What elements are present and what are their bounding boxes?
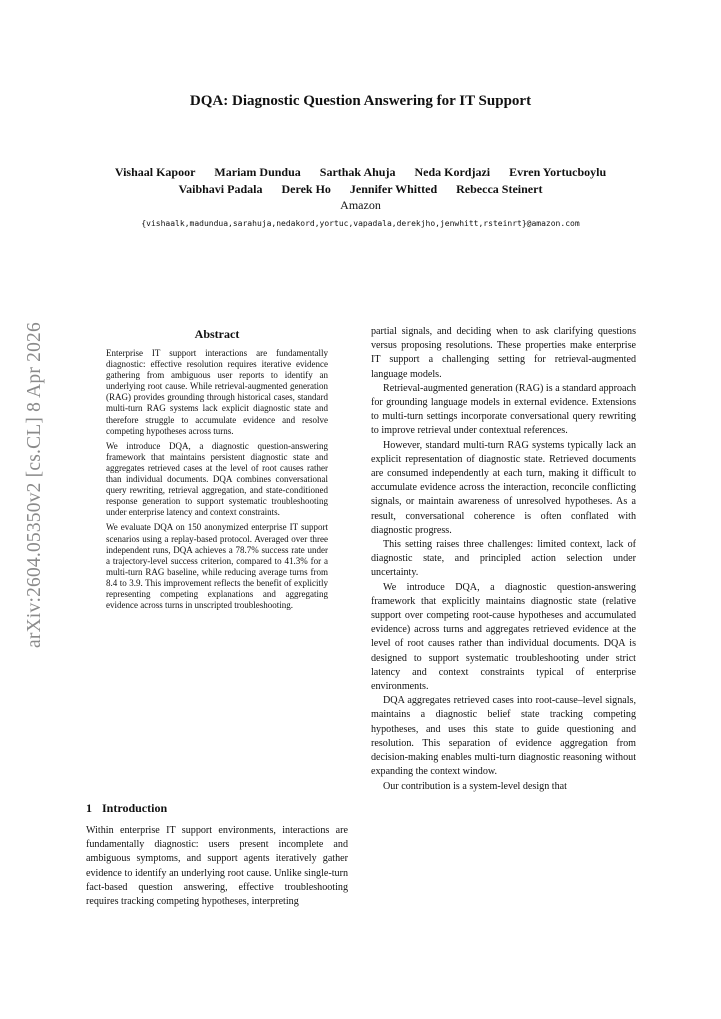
author-name: Vishaal Kapoor: [114, 165, 196, 179]
body-paragraph: This setting raises three challenges: limited context, lack of diagnostic state, and principled action selection under uncertainty.: [371, 539, 636, 579]
body-paragraph: We introduce DQA, a diagnostic question-answering framework that explicitly maintains diagnostic state (relative support over competing root-cause hypotheses and accumulated evidence) across turns and aggregates retrieved evidence at the level of root causes rather than individual documents. DQA is designed to support systematic troubleshooting under strict latency and context constraints typical of enterprise environments.: [371, 581, 636, 693]
paper-title: DQA: Diagnostic Question Answering for IT Support: [189, 93, 532, 109]
abstract-body: [106, 348, 328, 615]
author-line-1: [60, 165, 661, 180]
author-name: Rebecca Steinert: [456, 182, 543, 196]
author-name: Neda Kordjazi: [414, 165, 491, 179]
abstract-paragraph: We introduce DQA, a diagnostic question-answering framework that maintains persistent diagnostic state and aggregates retrieved cases at the level of root causes rather than individual documents. DQA combines conversational query rewriting, retrieval aggregation, and state-conditioned response generation to support systematic troubleshooting under enterprise latency and context constraints.: [106, 440, 328, 518]
abstract-heading: Abstract: [194, 327, 240, 341]
section-number: 1: [86, 801, 92, 815]
body-paragraph: Our contribution is a system-level design that: [383, 780, 567, 792]
author-name: Sarthak Ahuja: [319, 165, 396, 179]
abstract-paragraph: We evaluate DQA on 150 anonymized enterprise IT support scenarios using a replay-based protocol. Averaged over three independent runs, DQA achieves a 78.7% success rate under a trajectory-level success criterion, compared to 41.3% for a multi-turn RAG baseline, while reducing average turns from 8.4 to 3.9. This improvement reflects the benefit of explicitly representing competing explanations and aggregating evidence across turns in unscripted troubleshooting.: [106, 522, 328, 611]
author-name: Vaibhavi Padala: [178, 182, 263, 196]
author-name: Evren Yortucboylu: [509, 165, 607, 179]
author-name: Jennifer Whitted: [349, 182, 438, 196]
affiliation: Amazon: [340, 198, 381, 212]
body-paragraph: Retrieval-augmented generation (RAG) is a standard approach for grounding language models in external evidence. Extensions to multi-turn settings incorporate conversational query rewriting to improve retrieval under contextual references.: [371, 382, 636, 437]
introduction-right-column: [371, 325, 636, 794]
section-heading-introduction: [86, 801, 167, 816]
arxiv-identifier: arXiv:2604.05350v2 [cs.CL] 8 Apr 2026: [24, 322, 45, 648]
arxiv-side-stamp: [20, 300, 50, 670]
body-paragraph: However, standard multi-turn RAG systems typically lack an explicit representation of diagnostic state. Retrieved documents are consumed independently at each turn, making it difficult to accumulate evidence across the interaction, reconcile conflicting signals, or maintain awareness of unresolved hypotheses. As a result, conversational coherence is often conflated with diagnostic progress.: [371, 439, 636, 536]
author-emails: {vishaalk,madundua,sarahuja,nedakord,yortuc,vapadala,derekjho,jenwhitt,rsteinrt}@amazon.com: [141, 219, 580, 228]
author-name: Derek Ho: [281, 182, 331, 196]
author-line-2: [60, 182, 661, 197]
author-name: Mariam Dundua: [214, 165, 301, 179]
section-title: Introduction: [102, 801, 168, 815]
body-paragraph: Within enterprise IT support environments, interactions are fundamentally diagnostic: users present incomplete and ambiguous symptoms, and support agents iteratively gather evidence to identify an underlying root cause. Unlike single-turn fact-based question answering, effective troubleshooting requires tracking competing hypotheses, interpreting: [86, 825, 348, 908]
introduction-left-column: [86, 824, 348, 909]
abstract-paragraph: Enterprise IT support interactions are fundamentally diagnostic: effective resolution requires iterative evidence gathering from ambiguous user reports to identify an underlying root cause. While retrieval-augmented generation (RAG) provides grounding through historical cases, standard multi-turn RAG systems lack explicit diagnostic state and therefore struggle to accumulate evidence and resolve competing hypotheses across turns.: [106, 348, 328, 436]
body-paragraph: DQA aggregates retrieved cases into root-cause–level signals, maintains a diagnostic belief state tracking competing hypotheses, and uses this state to guide questioning and resolution. This separation of evidence aggregation from decision-making enables multi-turn diagnostic reasoning without expanding the context window.: [371, 695, 636, 778]
body-paragraph: partial signals, and deciding when to ask clarifying questions versus proposing resolutions. These properties make enterprise IT support a challenging setting for retrieval-augmented language models.: [371, 326, 636, 380]
